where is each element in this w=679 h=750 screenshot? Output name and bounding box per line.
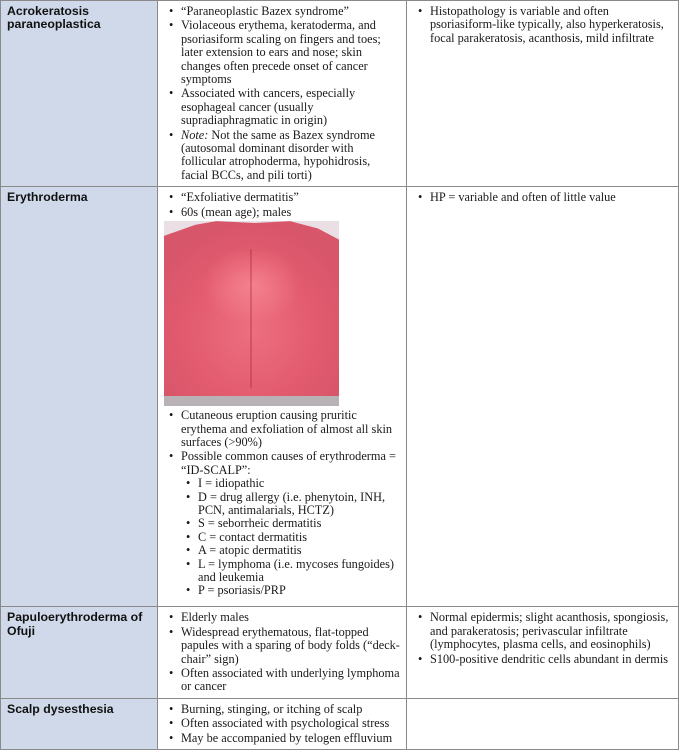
features-list [164,611,400,693]
clothing-band [164,396,339,406]
note-label: Note: [181,127,209,142]
list-item: • P = psoriasis/PRP [198,584,400,597]
histo-list [413,191,672,204]
features-cell [158,607,407,698]
histo-list [413,5,672,45]
list-item [181,450,400,597]
features-list [164,5,400,182]
list-item: • Cutaneous eruption causing pruritic erythema and exfoliation of almost all skin surfaces (>90%) [181,409,400,449]
list-item: • L = lymphoma (i.e. mycoses fungoides) and leukemia [198,558,400,585]
list-item: • Burning, stinging, or itching of scalp [181,703,400,716]
features-list [164,703,400,745]
note-text: Not the same as Bazex syndrome (autosomal dominant disorder with follicular atrophoderma, hypohidrosis, facial BCCs, and pili torti) [181,127,375,182]
table-row [1,1,679,187]
list-item: • Normal epidermis; slight acanthosis, spongiosis, and parakeratosis; perivascular infiltrate (lymphocytes, plasma cells, and eosinophils) [430,611,672,651]
causes-list [181,477,400,598]
histo-cell [407,1,679,187]
table-row [1,698,679,749]
features-cell [158,698,407,749]
list-item: • S100-positive dendritic cells abundant in dermis [430,653,672,666]
list-item: • C = contact dermatitis [198,531,400,544]
erythroderma-back-photo [164,221,339,406]
list-item: • D = drug allergy (i.e. phenytoin, INH, PCN, antimalarials, HCTZ) [198,491,400,518]
histo-list [413,611,672,666]
list-item: • Widespread erythematous, flat-topped papules with a sparing of body folds (“deck-chair” sign) [181,626,400,666]
features-cell [158,187,407,607]
list-item: • I = idiopathic [198,477,400,490]
term-cell: Erythroderma [1,187,158,607]
list-item: • “Exfoliative dermatitis” [181,191,400,204]
features-cell [158,1,407,187]
histo-cell [407,187,679,607]
features-list [164,191,400,219]
histo-cell [407,607,679,698]
list-item: • Histopathology is variable and often psoriasiform-like typically, also hyperkeratosis, focal parakeratosis, acanthosis, mild infiltrate [430,5,672,45]
spine-line [250,249,252,388]
histo-cell [407,698,679,749]
list-item: • Elderly males [181,611,400,624]
term-cell: Acrokeratosis paraneoplastica [1,1,158,187]
list-item: • S = seborrheic dermatitis [198,517,400,530]
table-row [1,187,679,607]
list-item: • HP = variable and often of little value [430,191,672,204]
list-item: • Associated with cancers, especially esophageal cancer (usually supradiaphragmatic in origin) [181,87,400,127]
table-row [1,607,679,698]
list-item: • Often associated with underlying lymphoma or cancer [181,667,400,694]
list-item: • 60s (mean age); males [181,206,400,219]
list-item: • May be accompanied by telogen effluvium [181,732,400,745]
features-list-bottom [164,409,400,598]
list-item: • A = atopic dermatitis [198,544,400,557]
list-item: • “Paraneoplastic Bazex syndrome” [181,5,400,18]
list-item: • Violaceous erythema, keratoderma, and psoriasiform scaling on fingers and toes; later extension to ears and nose; skin changes often precede onset of cancer symptoms [181,19,400,86]
causes-heading: Possible common causes of erythroderma = “ID-SCALP”: [181,449,396,477]
term-cell: Papuloerythroderma of Ofuji [1,607,158,698]
list-item: • Often associated with psychological stress [181,717,400,730]
list-item [181,129,400,183]
term-cell: Scalp dysesthesia [1,698,158,749]
